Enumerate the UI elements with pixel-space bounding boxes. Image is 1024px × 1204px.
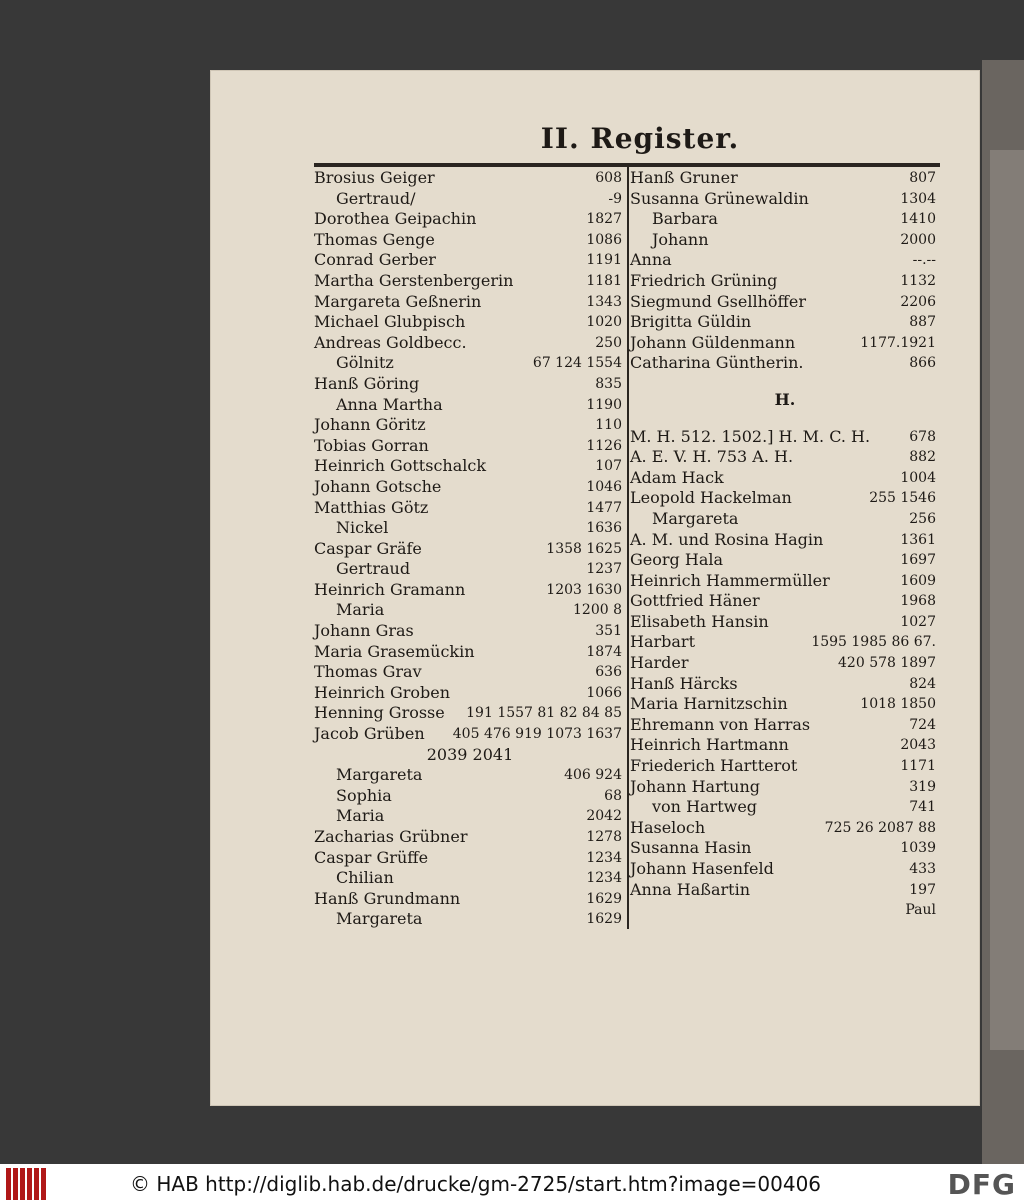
entry-name: Margareta Geßnerin [314, 291, 482, 311]
entry-name: Michael Glubpisch [314, 312, 466, 332]
spacer [630, 374, 940, 390]
entry-page-refs: 1874 [586, 643, 622, 660]
entry-page-refs: 2206 [900, 293, 936, 310]
book-page [210, 70, 980, 1106]
entry-name: Jacob Grüben [314, 724, 425, 744]
entry-name: Ehremann von Harras [630, 714, 811, 734]
entry-name: Margareta [336, 909, 423, 929]
register-entry [630, 271, 940, 292]
dfg-logo: DFG [947, 1168, 1016, 1201]
entry-page-refs: 1595 1985 86 67. [811, 634, 936, 651]
register-entry [630, 653, 940, 674]
entry-name: Adam Hack [630, 467, 724, 487]
entry-page-refs: -9 [608, 190, 622, 207]
entry-name: 2039 2041 [426, 744, 514, 764]
spacer [630, 411, 940, 427]
entry-name: Hanß Härcks [630, 673, 738, 693]
entry-page-refs: 2042 [586, 808, 622, 825]
entry-name: Friedrich Grüning [630, 270, 778, 290]
register-entry [314, 374, 626, 395]
register-entry [314, 518, 626, 539]
entry-name: Nickel [336, 518, 389, 538]
register-entry [630, 777, 940, 798]
register-entry [314, 353, 626, 374]
register-entry [630, 818, 940, 839]
register-entry [314, 498, 626, 519]
entry-name: Johann [652, 229, 709, 249]
entry-name: Elisabeth Hansin [630, 611, 769, 631]
register-entry [314, 868, 626, 889]
entry-name: von Hartweg [652, 797, 758, 817]
entry-name: Johann Güldenmann [630, 332, 796, 352]
register-entry [630, 632, 940, 653]
entry-page-refs: 1004 [900, 469, 936, 486]
entry-page-refs: 2043 [900, 737, 936, 754]
entry-name: Friederich Hartterot [630, 756, 798, 776]
entry-name: Zacharias Grübner [314, 827, 468, 846]
entry-name: Heinrich Groben [314, 682, 451, 702]
entry-page-refs: 1171 [900, 758, 936, 775]
entry-name: Conrad Gerber [314, 250, 436, 270]
entry-name: Tobias Gorran [314, 435, 429, 455]
entry-page-refs: 636 [595, 664, 622, 681]
entry-name: Thomas Genge [314, 229, 435, 249]
copyright-url[interactable]: © HAB http://diglib.hab.de/drucke/gm-2725/start.htm?image=00406 [130, 1172, 822, 1196]
entry-page-refs: 1132 [900, 272, 936, 289]
register-entry [314, 745, 626, 766]
register-entry [314, 909, 626, 930]
register-entry [630, 735, 940, 756]
entry-page-refs: 433 [909, 861, 936, 877]
adjacent-page-shadow [990, 150, 1024, 1050]
register-entry [630, 880, 940, 901]
register-entry [630, 571, 940, 592]
entry-page-refs: 255 1546 [869, 490, 936, 507]
entry-page-refs: 1278 [586, 829, 622, 845]
entry-page-refs: 1039 [900, 840, 936, 857]
entry-name: A. M. und Rosina Hagin [630, 529, 824, 549]
entry-name: Caspar Grüffe [314, 847, 429, 867]
entry-page-refs: 250 [595, 334, 622, 351]
register-entry [630, 168, 940, 189]
entry-page-refs: 110 [595, 417, 622, 434]
entry-page-refs: 1636 [586, 520, 622, 537]
register-entry [630, 530, 940, 551]
entry-page-refs: 678 [909, 428, 936, 445]
register-entry [630, 715, 940, 736]
entry-name: Hanß Göring [314, 373, 420, 393]
entry-page-refs: 824 [909, 675, 936, 692]
entry-page-refs: 1629 [586, 911, 622, 928]
entry-page-refs: 67 124 1554 [532, 355, 622, 372]
entry-name: Chilian [336, 868, 394, 888]
entry-name: Maria [336, 600, 385, 620]
register-entry [314, 477, 626, 498]
entry-page-refs: 866 [909, 355, 936, 372]
register-entry [630, 591, 940, 612]
entry-name: Anna Haßartin [630, 879, 751, 899]
entry-page-refs: 1609 [900, 572, 936, 589]
entry-page-refs: 420 578 1897 [838, 655, 936, 672]
entry-name: Gölnitz [336, 353, 394, 373]
entry-name: Susanna Grünewaldin [630, 188, 809, 208]
entry-page-refs: 1827 [586, 211, 622, 228]
entry-name: Hanß Gruner [630, 168, 738, 187]
register-entry [314, 559, 626, 580]
entry-page-refs: 1343 [586, 293, 622, 310]
entry-page-refs: 725 26 2087 88 [824, 819, 936, 836]
entry-name: Harbart [630, 632, 695, 652]
entry-page-refs: 1477 [586, 499, 622, 516]
entry-page-refs: 1234 [586, 849, 622, 866]
section-letter: H. [774, 389, 796, 409]
entry-page-refs: 1237 [586, 561, 622, 578]
entry-page-refs: 68 [604, 787, 622, 804]
entry-name: Thomas Grav [314, 662, 422, 682]
register-entry [630, 488, 940, 509]
entry-name: Heinrich Hartmann [630, 735, 789, 755]
register-entry [314, 621, 626, 642]
entry-name: Johann Hartung [630, 776, 761, 796]
register-entry [314, 168, 626, 189]
register-entry [314, 703, 626, 724]
entry-page-refs: 1234 [586, 870, 622, 887]
entry-name: Brosius Geiger [314, 168, 435, 187]
entry-page-refs: 1200 8 [573, 602, 622, 619]
entry-name: Maria Harnitzschin [630, 694, 788, 714]
entry-page-refs: 1361 [900, 531, 936, 548]
entry-name: Heinrich Gramann [314, 579, 466, 599]
register-entry [314, 209, 626, 230]
entry-page-refs: 1410 [900, 211, 936, 228]
column-divider [627, 167, 629, 929]
entry-page-refs: 406 924 [564, 767, 622, 784]
register-entry [630, 694, 940, 715]
entry-page-refs: 1697 [900, 552, 936, 569]
entry-name: Georg Hala [630, 550, 724, 570]
register-entry [314, 333, 626, 354]
entry-name: Margareta [336, 765, 423, 785]
entry-name: Catharina Güntherin. [630, 353, 804, 373]
register-entry [314, 436, 626, 457]
entry-page-refs: 1066 [586, 684, 622, 701]
register-entry [314, 662, 626, 683]
register-column-left [314, 168, 626, 930]
entry-name: Siegmund Gsellhöffer [630, 291, 807, 311]
entry-page-refs: 319 [909, 778, 936, 795]
entry-name: Sophia [336, 785, 392, 805]
register-entry [630, 756, 940, 777]
entry-page-refs: 807 [909, 170, 936, 186]
entry-page-refs: 1046 [586, 478, 622, 495]
register-entry [630, 312, 940, 333]
register-entry [314, 724, 626, 745]
register-entry [314, 189, 626, 210]
entry-page-refs: 887 [909, 314, 936, 331]
entry-page-refs: 2000 [900, 231, 936, 248]
register-entry [630, 859, 940, 880]
register-entry [630, 468, 940, 489]
entry-name: Harder [630, 653, 689, 673]
entry-page-refs: 1020 [586, 314, 622, 331]
entry-name: Haseloch [630, 817, 706, 837]
register-column-right [630, 168, 940, 921]
entry-page-refs: 256 [909, 510, 936, 527]
entry-page-refs: 1203 1630 [546, 581, 622, 598]
entry-page-refs: 724 [909, 716, 936, 733]
entry-page-refs: 1018 1850 [860, 696, 936, 713]
register-entry [630, 838, 940, 859]
register-entry [630, 447, 940, 468]
entry-name: Heinrich Hammermüller [630, 570, 830, 590]
register-entry [630, 230, 940, 251]
register-entry [314, 889, 626, 910]
entry-page-refs: 191 1557 81 82 84 85 [466, 705, 622, 722]
register-entry [314, 786, 626, 807]
register-entry [314, 292, 626, 313]
register-entry [314, 683, 626, 704]
register-entry [630, 333, 940, 354]
entry-page-refs: 1190 [586, 396, 622, 413]
register-entry [630, 353, 940, 374]
entry-page-refs: 351 [595, 623, 622, 640]
entry-name: Susanna Hasin [630, 838, 752, 858]
entry-name: Andreas Goldbecc. [314, 332, 467, 352]
register-entry [630, 189, 940, 210]
entry-page-refs: 1191 [586, 252, 622, 269]
entry-page-refs: 1968 [900, 593, 936, 610]
register-entry [314, 848, 626, 869]
register-entry [314, 539, 626, 560]
entry-name: Margareta [652, 508, 739, 528]
entry-name: Matthias Götz [314, 497, 429, 517]
entry-name: Brigitta Güldin [630, 312, 752, 332]
entry-name: A. E. V. H. 753 A. H. [630, 447, 794, 467]
entry-name: Heinrich Gottschalck [314, 456, 487, 476]
entry-name: Maria Grasemückin [314, 641, 475, 661]
register-entry [630, 900, 940, 921]
register-entry [630, 209, 940, 230]
register-entry [314, 250, 626, 271]
entry-page-refs: 1027 [900, 613, 936, 630]
entry-name: Hanß Grundmann [314, 888, 461, 908]
entry-name: Johann Gras [314, 621, 414, 641]
entry-name: Johann Hasenfeld [630, 859, 774, 878]
entry-name: Gertraud/ [336, 188, 416, 208]
entry-page-refs: 197 [909, 881, 936, 898]
entry-name: Dorothea Geipachin [314, 209, 477, 229]
entry-page-refs: 107 [595, 458, 622, 475]
entry-page-refs: 1358 1625 [546, 540, 622, 557]
entry-page-refs: 1304 [900, 190, 936, 207]
register-entry [314, 642, 626, 663]
register-entry [630, 390, 940, 411]
entry-name: Johann Göritz [314, 415, 426, 435]
footer-bar [0, 1164, 1024, 1204]
entry-page-refs: 1126 [586, 437, 622, 454]
register-entry [314, 271, 626, 292]
register-entry [314, 415, 626, 436]
entry-page-refs: --.-- [912, 252, 936, 269]
register-entry [630, 427, 940, 448]
entry-page-refs: 1086 [586, 231, 622, 248]
register-entry [314, 395, 626, 416]
register-entry [314, 806, 626, 827]
entry-name: Anna Martha [336, 394, 443, 414]
entry-page-refs: 882 [909, 449, 936, 466]
entry-page-refs: 741 [909, 799, 936, 816]
register-entry [630, 797, 940, 818]
register-entry [314, 230, 626, 251]
entry-page-refs: Paul [905, 902, 936, 919]
register-entry [314, 600, 626, 621]
register-entry [630, 509, 940, 530]
entry-page-refs: 835 [595, 375, 622, 392]
entry-page-refs: 1629 [586, 890, 622, 907]
entry-name: Henning Grosse [314, 703, 445, 723]
entry-name: Johann Gotsche [314, 476, 442, 496]
entry-page-refs: 608 [595, 170, 622, 186]
register-entry [630, 612, 940, 633]
entry-name: Caspar Gräfe [314, 538, 422, 558]
page-title: II. Register. [540, 122, 740, 155]
entry-page-refs: 405 476 919 1073 1637 [452, 726, 622, 743]
entry-page-refs: 1181 [586, 272, 622, 289]
entry-name: Anna [630, 250, 672, 270]
entry-name: Leopold Hackelman [630, 488, 792, 508]
register-entry [630, 250, 940, 271]
entry-name: Gertraud [336, 559, 411, 579]
hab-logo-icon [6, 1168, 46, 1200]
entry-name: Gottfried Häner [630, 591, 760, 611]
register-entry [314, 456, 626, 477]
register-entry [630, 550, 940, 571]
entry-page-refs: 1177.1921 [860, 334, 936, 351]
entry-name: Maria [336, 806, 385, 826]
entry-name: Barbara [652, 209, 718, 229]
register-entry [314, 312, 626, 333]
register-entry [314, 580, 626, 601]
entry-name: M. H. 512. 1502.] H. M. C. H. [630, 426, 871, 446]
register-entry [314, 827, 626, 848]
register-entry [314, 765, 626, 786]
entry-name: Martha Gerstenbergerin [314, 270, 514, 290]
register-entry [630, 674, 940, 695]
register-entry [630, 292, 940, 313]
